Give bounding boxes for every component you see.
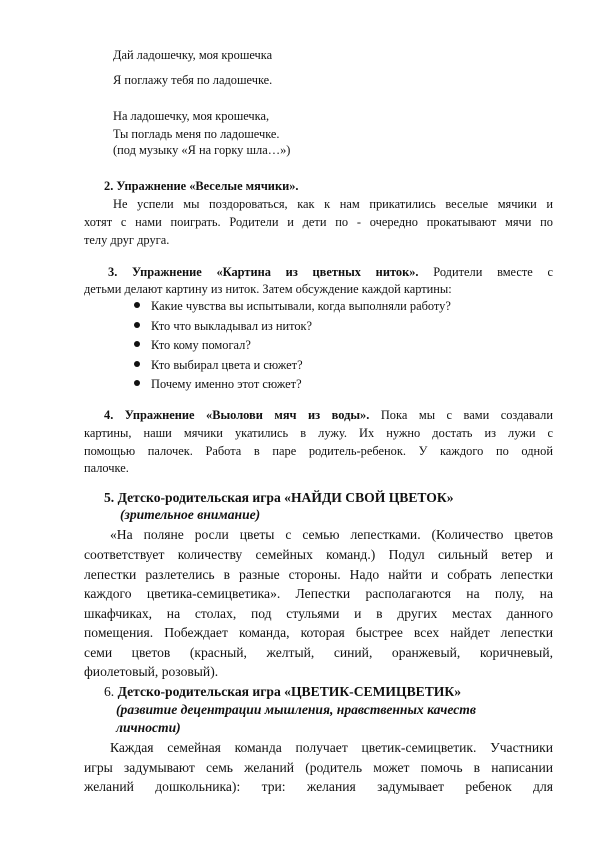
exercise-3-title: 3. Упражнение «Картина из цветных ниток». [108,265,419,279]
document-page: Дай ладошечку, моя крошечка Я поглажу тебя по ладошечке. На ладошечку, моя крошечка, Ты погладь меня по ладошечке. (под музыку «Я на горку шла…») 2. Упражнение «Веселые мячики». Не успели мы поздороваться, как к нам прикатились веселые мячики и хотят с нами поиграть. Родители и дети по - очередно прокатывают мячи по телу друг друга. 3. Упражнение «Картина из цветных ниток». Родители вместе с детьми делают картину из ниток. Затем обсуждение каждой картины: Какие чувства вы испытывали, когда выполняли работу? Кто что выкладывал из ниток? Кто кому помогал? Кто выбирал цвета и сюжет? Почему именно этот сюжет? 4. Упражнение «Выолови мяч из воды». Пока мы с вами создавали картины, наши мячики укатились в лужу. Их нужно достать из лужи с помощью палочек. Работа в паре родитель-ребенок. У каждого по одной палочке. 5. Детско-родительская игра «НАЙДИ СВОЙ ЦВЕТОК» (зрительное внимание) «На поляне росли цветы с семью лепестками. (Количество цветов соответствует количеству семейных команд.) Подул сильный ветер и лепестки разлетелись в разные стороны. Надо найти и собрать лепестки каждого цветика-семицветика». Лепестки располагаются на полу, на шкафчиках, на столах, под стульями и в других местах данного помещения. Побеждает команда, которая быстрее всех найдет лепестки семи цветов (красный, желтый, синий, оранжевый, коричневый, фиолетовый, розовый). 6. Детско-родительская игра «ЦВЕТИК-СЕМИЦВЕТИК» (развитие децентрации мышления, нравственных качеств личности) Каждая семейная команда получает цветик-семицветик. Участники игры задумывают семь желаний (родитель может помочь в написании желаний дошкольника): три: желания задумывает ребенок для [84,48,553,794]
game-5-title: Детско-родительская игра «НАЙДИ СВОЙ ЦВЕТОК» [117,490,454,505]
bullet-icon [134,322,140,328]
game-5-text: лепестки разлетелись в разные стороны. Надо найти и собрать лепестки [84,567,553,582]
game-5-subtitle: (зрительное внимание) [120,507,261,522]
game-5-text: каждого цветика-семицветика». Лепестки располагаются на полу, на [84,586,553,601]
poem-line: Я поглажу тебя по ладошечке. [113,73,273,87]
exercise-2-text: Не успели мы поздороваться, как к нам прикатились веселые мячики и [113,197,553,211]
exercise-3-intro: 3. Упражнение «Картина из цветных ниток». Родители вместе с [108,265,553,279]
game-5-text: помещения. Побеждает команда, которая быстрее всех найдет лепестки [84,625,553,640]
exercise-4-text: помощью палочек. Работа в паре родитель-ребенок. У каждого по одной [84,444,553,458]
game-5-text: «На поляне росли цветы с семью лепестками. (Количество цветов [110,527,553,542]
exercise-2-text: телу друг друга. [84,233,170,247]
bullet-icon [134,361,140,367]
game-6-text: Каждая семейная команда получает цветик-семицветик. Участники [110,740,553,755]
exercise-4-text: палочке. [84,461,129,475]
exercise-4-title: 4. Упражнение «Выолови мяч из воды». [104,408,370,422]
bullet-icon [134,380,140,386]
game-6-title: Детско-родительская игра «ЦВЕТИК-СЕМИЦВЕТИК» [117,684,462,699]
bullet-icon [134,302,140,308]
game-5-text: семи цветов (красный, желтый, синий, оранжевый, коричневый, [84,645,553,660]
game-6-heading: 6. Детско-родительская игра «ЦВЕТИК-СЕМИЦВЕТИК» [104,684,462,699]
bullet-icon [134,341,140,347]
exercise-2-text: хотят с нами поиграть. Родители и дети по - очередно прокатывают мячи по [84,215,553,229]
game-5-text: шкафчиках, на столах, под стульями и в других местах данного [84,606,553,621]
game-6-text: игры задумывают семь желаний (родитель может помочь в написании [84,760,553,775]
exercise-2-title: 2. Упражнение «Веселые мячики». [104,179,299,193]
exercise-4-intro: 4. Упражнение «Выолови мяч из воды». Пока мы с вами создавали [104,408,553,422]
poem-line: Дай ладошечку, моя крошечка [113,48,273,62]
game-5-heading: 5. Детско-родительская игра «НАЙДИ СВОЙ ЦВЕТОК» [104,490,454,505]
poem-line: Ты погладь меня по ладошечке. [113,127,280,141]
exercise-3-text: детьми делают картину из ниток. Затем обсуждение каждой картины: [84,282,452,296]
game-6-text: желаний дошкольника): три: желания задумывает ребенок для [84,779,553,794]
poem-line: На ладошечку, моя крошечка, [113,109,270,123]
game-5-text: соответствует количеству семейных команд.) Подул сильный ветер и [84,547,553,562]
game-6-subtitle: (развитие децентрации мышления, нравственных качеств [116,702,476,717]
game-5-text: фиолетовый, розовый). [84,664,219,679]
poem-line: (под музыку «Я на горку шла…») [113,143,291,157]
exercise-4-text: картины, наши мячики укатились в лужу. Их нужно достать из лужи с [84,426,553,440]
game-6-subtitle: личности) [116,720,181,735]
